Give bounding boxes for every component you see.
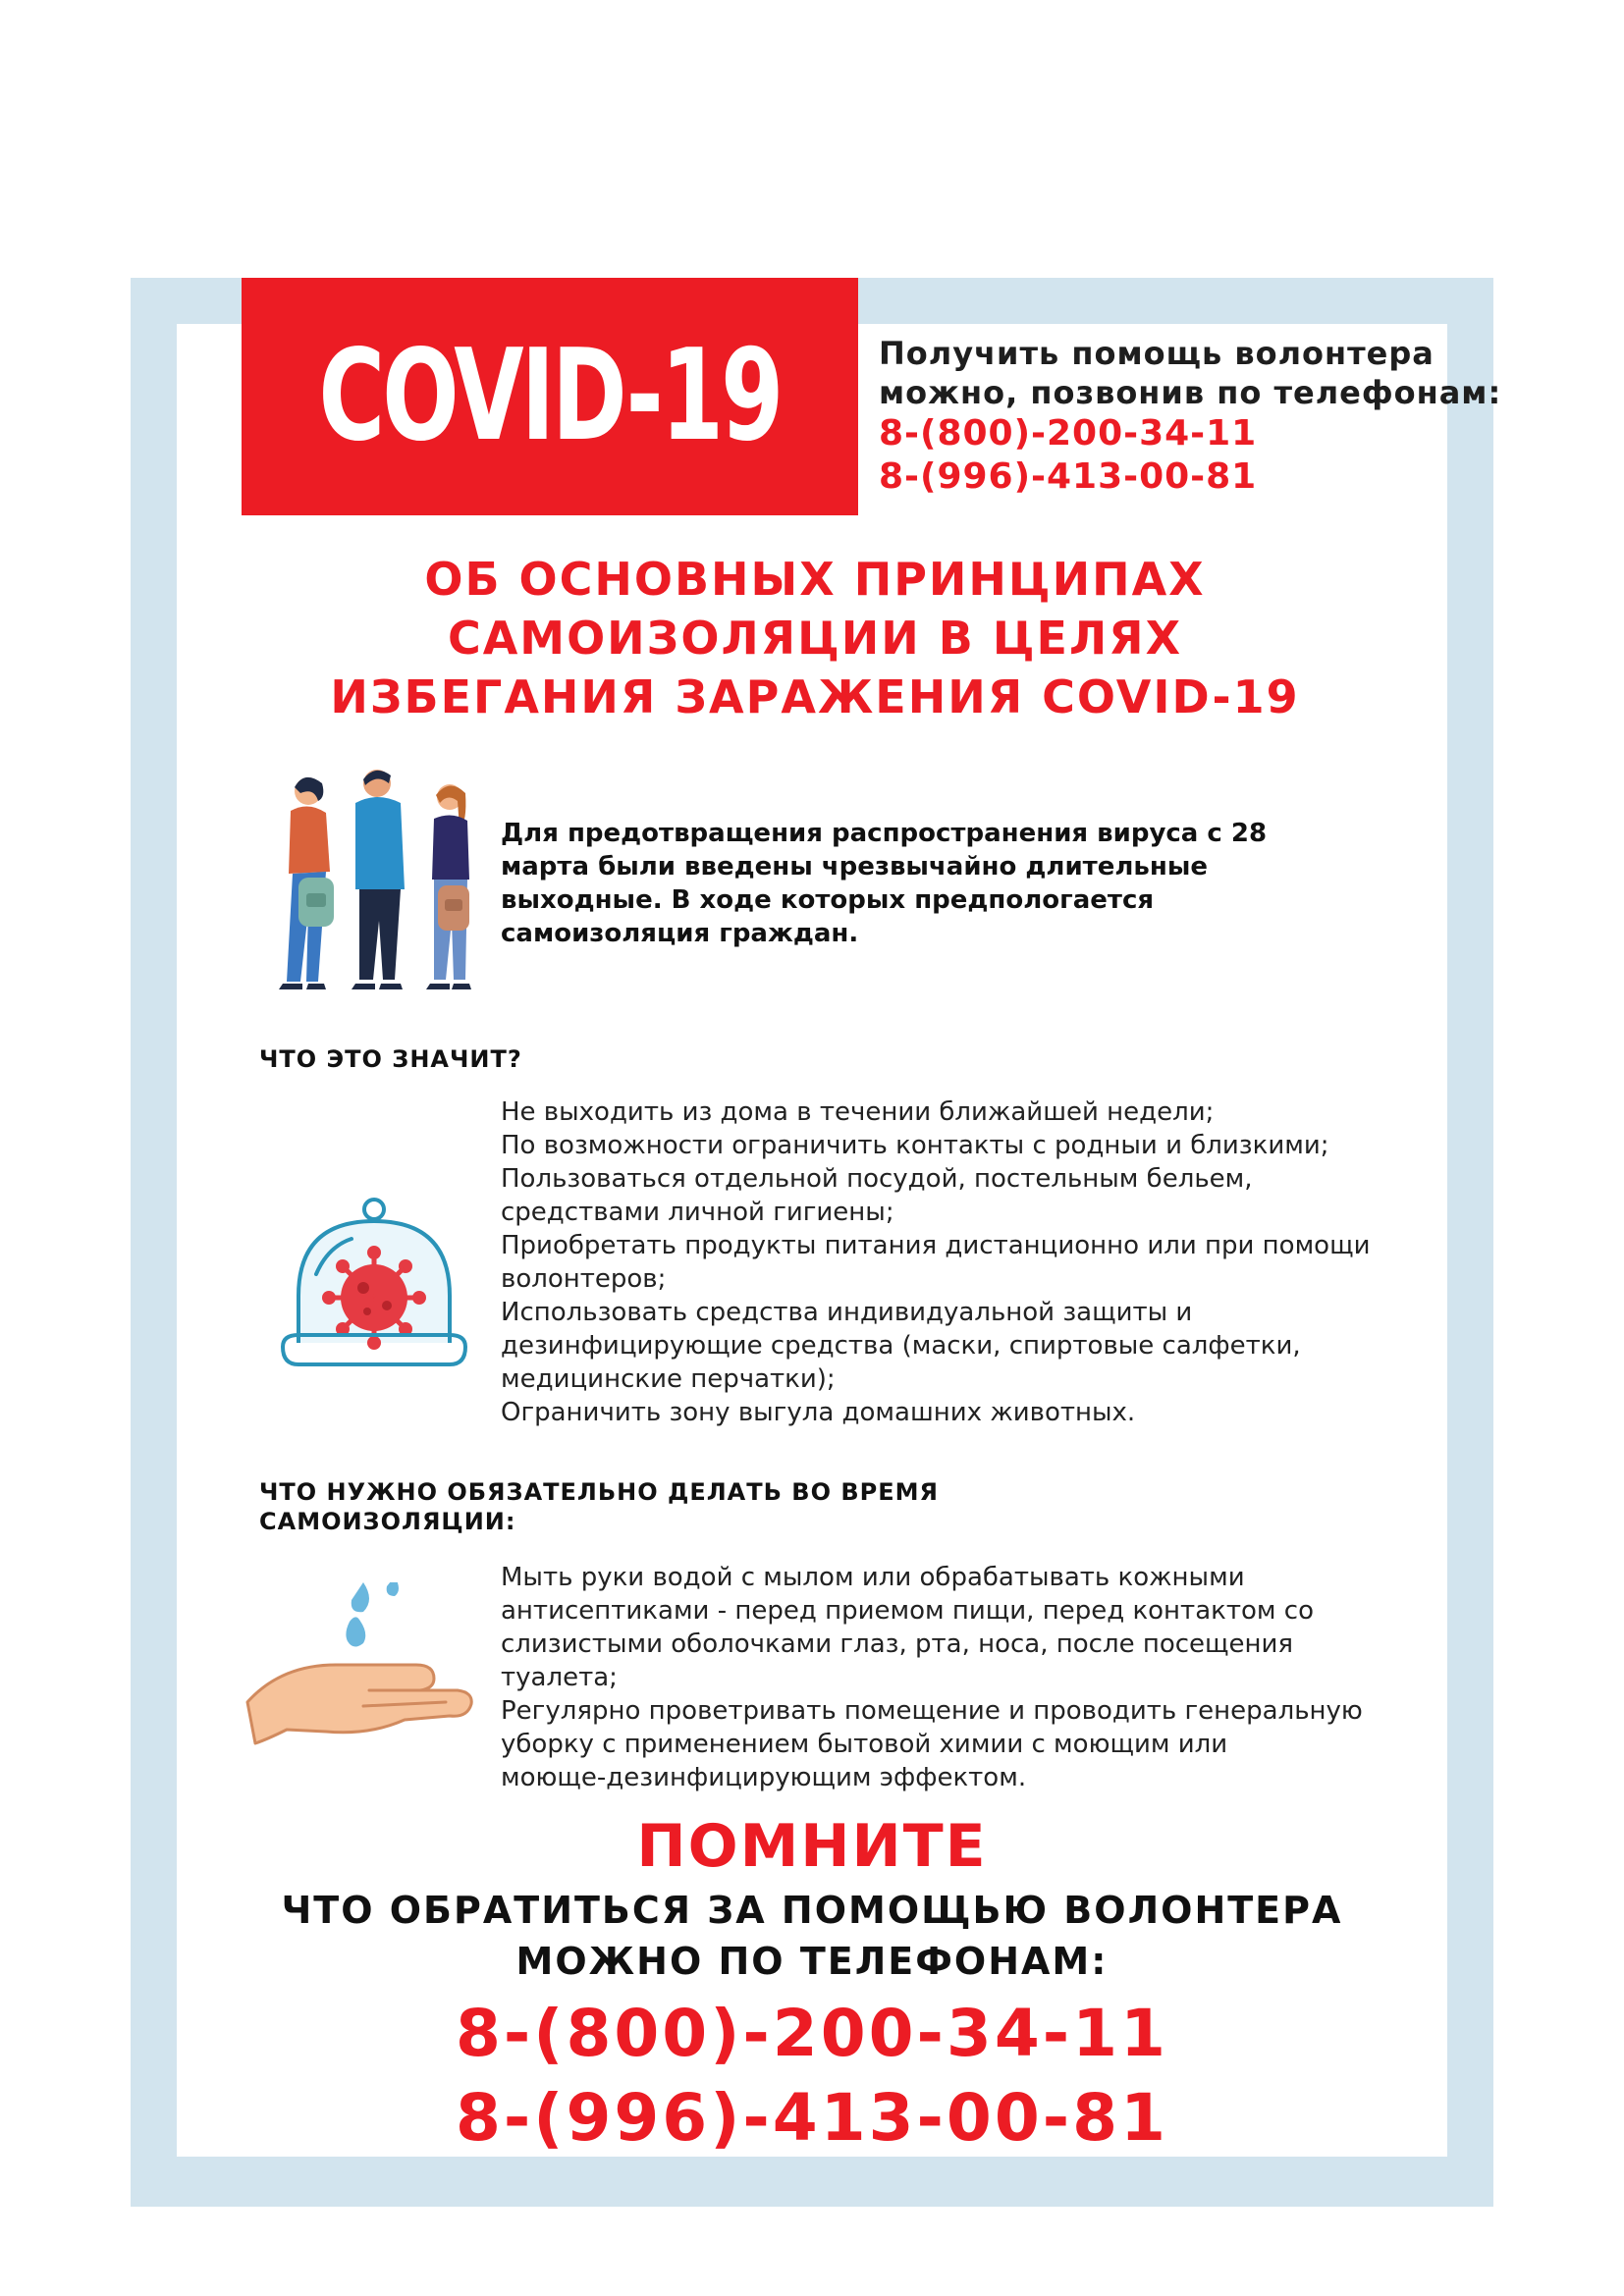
- help-text-line-2: можно, позвонив по телефонам:: [879, 374, 1502, 411]
- list-item: Использовать средства индивидуальной защиты и: [501, 1298, 1193, 1327]
- list-item: По возможности ограничить контакты с родныи и близкими;: [501, 1131, 1329, 1160]
- list-item: средствами личной гигиены;: [501, 1198, 894, 1227]
- list-item: Пользоваться отдельной посудой, постельным бельем,: [501, 1164, 1253, 1194]
- list-item: Ограничить зону выгула домашних животных.: [501, 1398, 1136, 1427]
- help-phone-1: 8-(800)-200-34-11: [879, 413, 1258, 454]
- poster-title-line-2: САМОИЗОЛЯЦИИ В ЦЕЛЯХ: [447, 612, 1183, 665]
- section-heading-must-do: ЧТО НУЖНО ОБЯЗАТЕЛЬНО ДЕЛАТЬ ВО ВРЕМЯ САМОИЗОЛЯЦИИ:: [259, 1478, 939, 1535]
- help-phone-2: 8-(996)-413-00-81: [879, 456, 1258, 497]
- remember-heading: ПОМНИТЕ: [636, 1812, 988, 1881]
- poster-title-line-3: ИЗБЕГАНИЯ ЗАРАЖЕНИЯ COVID-19: [330, 670, 1300, 723]
- list-item: уборку с применением бытовой химии с моющим или: [501, 1730, 1228, 1759]
- intro-line-4: самоизоляция граждан.: [501, 919, 859, 948]
- hand-with-water-drops-icon: [242, 1582, 477, 1745]
- help-text-line-1: Получить помощь волонтера: [879, 335, 1435, 372]
- poster-title: [275, 550, 1355, 726]
- intro-line-3: выходные. В ходе которых предпологается: [501, 885, 1155, 915]
- list-item: Мыть руки водой с мылом или обрабатывать кожными: [501, 1563, 1245, 1592]
- people-with-backpacks-illustration: [257, 764, 493, 995]
- contact-text: [226, 1885, 1398, 1987]
- list-item: медицинские перчатки);: [501, 1364, 836, 1394]
- must-do-list: [501, 1561, 1443, 1794]
- list-item: Приобретать продукты питания дистанционно или при помощи: [501, 1231, 1371, 1260]
- section-heading-meaning: ЧТО ЭТО ЗНАЧИТ?: [259, 1045, 522, 1073]
- list-item: слизистыми оболочками глаз, рта, носа, после посещения: [501, 1629, 1294, 1659]
- list-item: моюще-дезинфицирующим эффектом.: [501, 1763, 1027, 1792]
- covid-banner: [242, 278, 858, 515]
- footer-phone-1: 8-(800)-200-34-11: [455, 1996, 1169, 2071]
- poster-title-line-1: ОБ ОСНОВНЫХ ПРИНЦИПАХ: [424, 553, 1206, 606]
- contact-line-1: ЧТО ОБРАТИТЬСЯ ЗА ПОМОЩЬЮ ВОЛОНТЕРА: [281, 1889, 1343, 1932]
- banner-title: COVID-19: [318, 323, 782, 469]
- intro-text: [501, 817, 1306, 950]
- intro-line-1: Для предотвращения распространения вируса с 28: [501, 819, 1268, 848]
- virus-under-glass-dome-icon: [273, 1188, 475, 1384]
- list-item: антисептиками - перед приемом пищи, перед контактом со: [501, 1596, 1314, 1626]
- list-item: Регулярно проветривать помещение и проводить генеральную: [501, 1696, 1363, 1726]
- footer-phone-2: 8-(996)-413-00-81: [455, 2080, 1169, 2156]
- list-item: туалета;: [501, 1663, 618, 1692]
- list-item: Не выходить из дома в течении ближайшей недели;: [501, 1097, 1215, 1127]
- intro-line-2: марта были введены чрезвычайно длительные: [501, 852, 1208, 881]
- list-item: волонтеров;: [501, 1264, 667, 1294]
- contact-line-2: МОЖНО ПО ТЕЛЕФОНАМ:: [515, 1940, 1109, 1983]
- volunteer-help-block: [879, 334, 1502, 499]
- meaning-list: [501, 1095, 1443, 1429]
- list-item: дезинфицирующие средства (маски, спиртовые салфетки,: [501, 1331, 1301, 1361]
